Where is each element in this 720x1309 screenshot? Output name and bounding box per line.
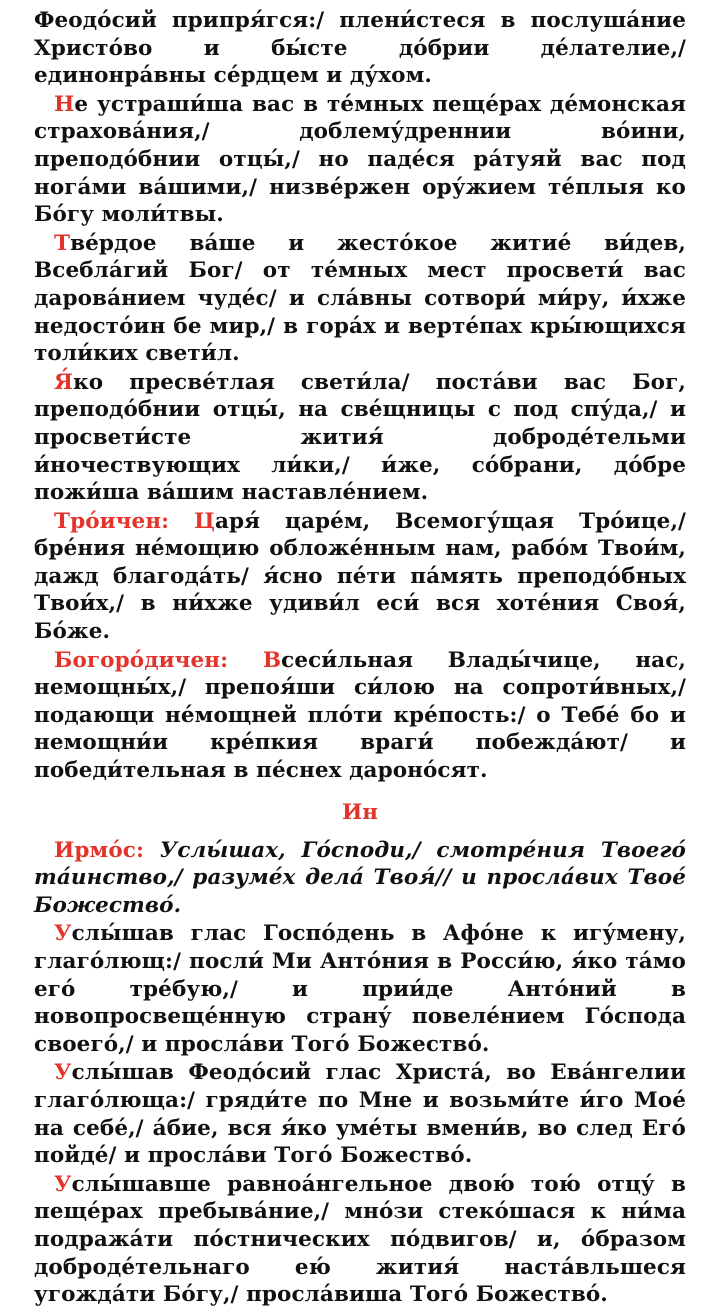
paragraph-text: сеси́льная Влады́чице, нас, немощны́х,/ препоя́ши си́лою на сопроти́вных,/ подающи не́мощней пло́ти кре́пость:/ о Тебе́ бо и немощни́и кре́пкия враги́ побежда́ют/ и победи́тельная в пе́снех дароно́сят. <box>34 647 686 784</box>
red-initial: Н <box>54 91 75 117</box>
red-initial: Ц <box>194 508 215 534</box>
red-initial: Т <box>54 230 71 256</box>
paragraph-text: слы́шав Феодо́сий глас Христа́, во Ева́нгелии глаго́люща:/ гряди́те по Мне и возьми́те и́го Мое́ на себе́,/ а́бие, вся я́ко уме́ты вмени́в, во след Его́ пойде́/ и просла́ви Того́ Божество́. <box>34 1060 686 1169</box>
section-heading: Ин <box>341 799 379 825</box>
paragraph-text: слы́шав глас Госпо́день в Афо́не к игу́мену, глаго́лющ:/ посли́ Ми Анто́ния в Росси́ю, я́ко та́мо его́ тре́бую,/ и прии́де Анто́ний в новопросвеще́нную страну́ повеле́нием Го́спода своего́,/ и просла́ви Того́ Божество́. <box>34 921 686 1057</box>
red-initial: Я́ <box>54 369 74 395</box>
irmos-label: Ирмо́с: <box>54 837 160 863</box>
red-initial: У <box>54 921 72 947</box>
rubric-label: Тро́ичен: <box>54 508 195 534</box>
irmos-paragraph <box>34 837 686 920</box>
paragraph-text: ве́рдое ва́ше и жесто́кое житие́ ви́дев, Всебла́гий Бог/ от те́мных мест просвети́ вас дарова́нием чуде́с/ и сла́вны сотвори́ ми́ру, и́хже недосто́ин бе мир,/ в гора́х и верте́пах кры́ющихся тoли́ких свети́л. <box>34 230 686 367</box>
stichera-paragraph-1 <box>34 7 686 90</box>
rubric-label: Богоро́дичен: <box>54 647 263 673</box>
stichera-paragraph-2 <box>34 91 686 229</box>
paragraph-text: ко пресве́тлая свети́ла/ поста́ви вас Бог, преподо́бнии отцы́, на све́щницы с под спу́да,/ и просвети́сте жития́ доброде́тельми и́ночествующих ли́ки,/ и́же, со́брани, до́бре пожи́ша ва́шим наставле́нием. <box>34 369 686 506</box>
paragraph-text: е устраши́ша вас в те́мных пеще́рах де́монская страхова́ния,/ доблему́дреннии во́ини, преподо́бнии отцы́,/ но паде́ся ра́туяй вас под нога́ми ва́шими,/ низве́ржен ору́жием те́плыя ко Бо́гу моли́твы. <box>34 91 686 228</box>
red-initial: В <box>262 647 282 673</box>
troparion-1 <box>34 920 686 1058</box>
troparion-3 <box>34 1171 686 1309</box>
red-initial: У <box>54 1060 72 1086</box>
paragraph-text: Феодо́сий припря́гся:/ плени́стеся в послуша́ние Христо́во и бы́сте до́брии де́лателие,/ единонра́вны се́рдцем и ду́хом. <box>34 8 686 89</box>
irmos-text: Услы́шах, Го́споди,/ смотре́ния Твоего́ та́инство,/ разуме́х дела́ Твоя́// и просла́вих Твое́ Божество́. <box>34 837 686 918</box>
paragraph-text: аря́ царе́м, Всемогу́щая Тро́ице,/ бре́ния не́мощию обложе́нным нам, рабо́м Твои́м, дажд благода́ть/ я́сно пе́ти па́мять преподо́бных Твои́х,/ в ни́хже удиви́л еси́ вся хоте́ния Своя́, Бо́же. <box>34 508 686 645</box>
troparion-2 <box>34 1059 686 1169</box>
theotokion-hymn <box>34 647 686 785</box>
red-initial: У <box>54 1171 72 1197</box>
paragraph-text: слы́шавше равноа́нгельное двою́ тою́ отцу́ в пеще́рах пребыва́ние,/ мно́зи стеко́шася к ни́ма подража́ти по́стнических по́двигов/ и, о́бразом доброде́тельнаго ею́ жития́ наста́вльшеся угожда́ти Бо́гу,/ просла́виша Того́ Божество́. <box>34 1171 686 1308</box>
trinity-hymn <box>34 508 686 646</box>
stichera-paragraph-4 <box>34 369 686 507</box>
stichera-paragraph-3 <box>34 230 686 368</box>
